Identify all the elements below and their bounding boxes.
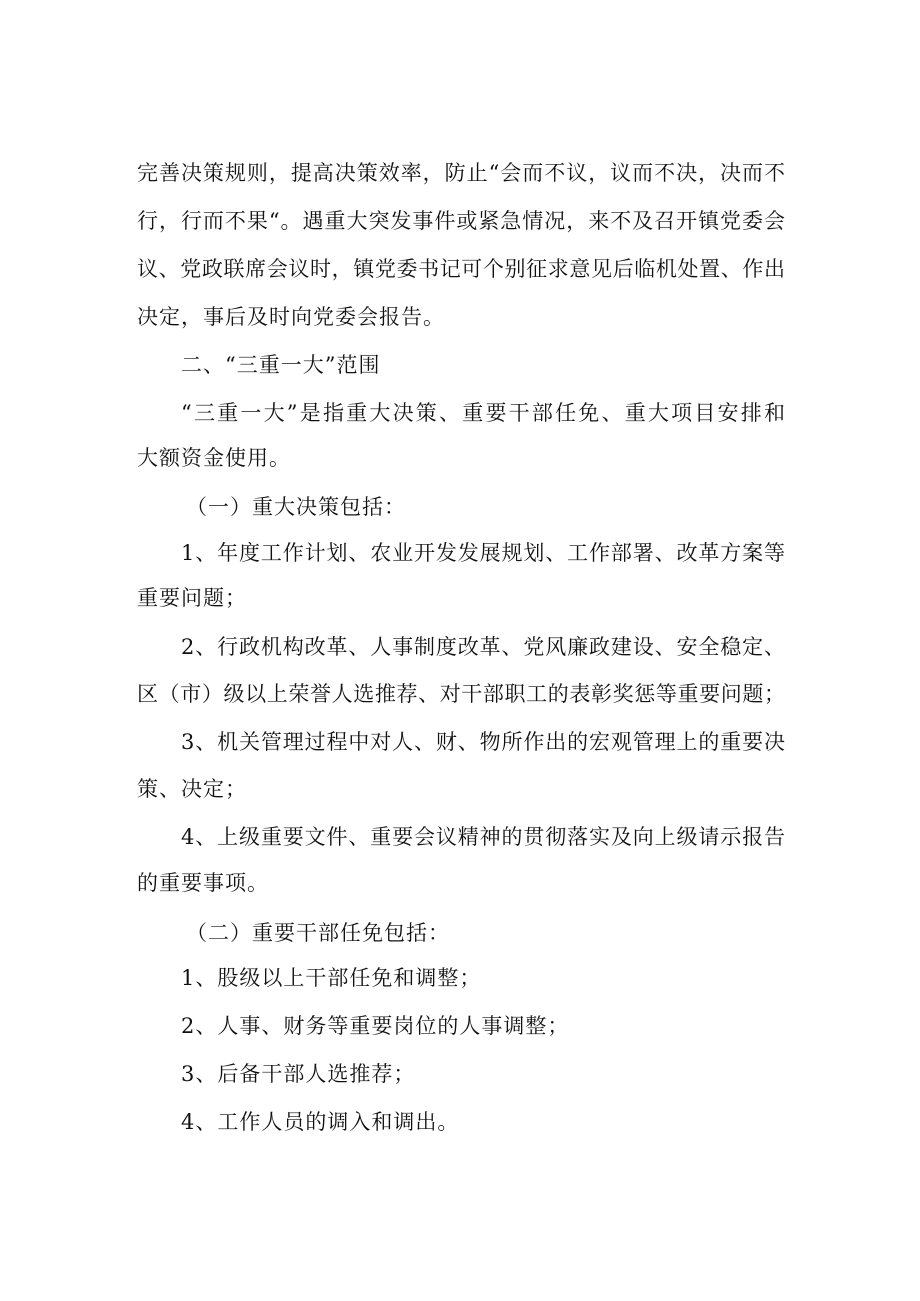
section-2-intro-line-1: “三重一大”是指重大决策、重要干部任免、重大项目安排和 (181, 401, 785, 425)
section-2-heading: 二、“三重一大”范围 (181, 353, 381, 377)
subsection-1-item-2-line-2: 区（市）级以上荣誉人选推荐、对干部职工的表彰奖惩等重要问题； (137, 682, 785, 706)
subsection-1-item-4-line-2: 的重要事项。 (137, 871, 269, 895)
paragraph-1-line-2: 行，行而不果“。遇重大突发事件或紧急情况，来不及召开镇党委会 (137, 209, 785, 233)
subsection-2-item-3: 3、后备干部人选推荐； (181, 1062, 416, 1086)
subsection-2-heading: （二）重要干部任免包括： (186, 921, 450, 945)
subsection-2-item-4: 4、工作人员的调入和调出。 (181, 1110, 460, 1134)
subsection-2-item-1: 1、股级以上干部任免和调整； (181, 966, 482, 990)
subsection-1-heading: （一）重大决策包括： (186, 495, 406, 519)
subsection-1-item-1-line-2: 重要问题； (137, 586, 247, 610)
subsection-1-item-1-line-1: 1、年度工作计划、农业开发发展规划、工作部署、改革方案等 (181, 541, 785, 565)
paragraph-1-line-4: 决定，事后及时向党委会报告。 (137, 305, 445, 329)
subsection-1-item-2-line-1: 2、行政机构改革、人事制度改革、党风廉政建设、安全稳定、 (181, 635, 785, 659)
section-2-intro-line-2: 大额资金使用。 (137, 446, 291, 470)
subsection-1-item-3-line-2: 策、决定； (137, 777, 247, 801)
subsection-1-item-4-line-1: 4、上级重要文件、重要会议精神的贯彻落实及向上级请示报告 (181, 825, 785, 849)
paragraph-1-line-1: 完善决策规则，提高决策效率，防止“会而不议，议而不决，决而不 (137, 161, 785, 185)
paragraph-1-line-3: 议、党政联席会议时，镇党委书记可个别征求意见后临机处置、作出 (137, 257, 785, 281)
subsection-1-item-3-line-1: 3、机关管理过程中对人、财、物所作出的宏观管理上的重要决 (181, 730, 785, 754)
subsection-2-item-2: 2、人事、财务等重要岗位的人事调整； (181, 1014, 570, 1038)
